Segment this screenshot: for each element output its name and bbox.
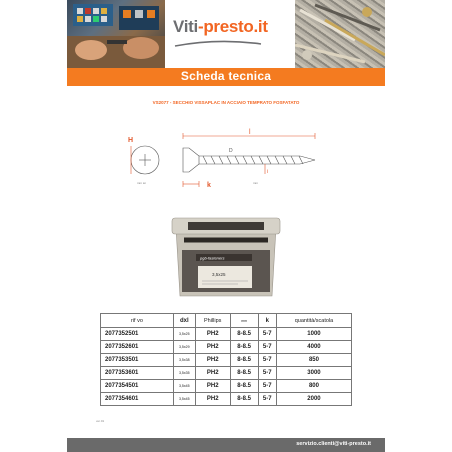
cell-k: 5-7 [258, 354, 276, 367]
tools-photo [67, 0, 165, 68]
cell-rif: 2077354601 [101, 393, 174, 406]
cell-phillips: PH2 [195, 393, 230, 406]
cell-phillips: PH2 [195, 328, 230, 341]
product-table [100, 313, 352, 406]
cell-phillips: PH2 [195, 354, 230, 367]
header [67, 0, 385, 68]
table-header-row [101, 314, 352, 328]
cell-quantity: 850 [276, 354, 351, 367]
product-box-photo [168, 210, 284, 300]
cell-dxl: 3,5x35 [173, 367, 195, 380]
cell-k: 5-7 [258, 341, 276, 354]
footer-bar [67, 438, 385, 452]
table-row [101, 354, 352, 367]
title-banner [67, 68, 385, 86]
table-row [101, 328, 352, 341]
cell-k: 5-7 [258, 367, 276, 380]
cell-dxl: 3,5x29 [173, 341, 195, 354]
cell-rif: 2077353501 [101, 354, 174, 367]
label-i: i [267, 169, 269, 175]
logo-swoosh-icon [173, 40, 263, 48]
col-header-k: k [258, 314, 276, 328]
box-size-label: 3,5x25 [212, 272, 226, 277]
screw-technical-drawing [125, 128, 330, 198]
cell-dxl: 3,5x45 [173, 393, 195, 406]
product-description: VS2077 - SECCHIO VISSAPLAC IN ACCIAIO TEMPRATO FOSFATATO [152, 100, 300, 105]
note-bottom: mm [253, 181, 258, 185]
cell-rif: 2077354501 [101, 380, 174, 393]
cell-quantity: 1000 [276, 328, 351, 341]
logo [165, 0, 295, 68]
col-header-phillips: Phillips [195, 314, 230, 328]
cell-k: 5-7 [258, 328, 276, 341]
cell-mm: 8-8.5 [230, 328, 258, 341]
table-row [101, 341, 352, 354]
cell-quantity: 3000 [276, 367, 351, 380]
cell-k: 5-7 [258, 380, 276, 393]
label-h: H [128, 137, 134, 144]
cell-dxl: 3,5x38 [173, 354, 195, 367]
table-row [101, 393, 352, 406]
cell-k: 5-7 [258, 393, 276, 406]
label-d: D [229, 148, 233, 154]
cell-rif: 2077353601 [101, 367, 174, 380]
col-header-quantity: quantità/scatola [276, 314, 351, 328]
col-header-rif: rif vo [101, 314, 174, 328]
label-l: l [249, 129, 251, 136]
version-note: ver.01 [96, 419, 105, 423]
cell-mm: 8-8.5 [230, 393, 258, 406]
cell-rif: 2077352501 [101, 328, 174, 341]
cell-dxl: 3,5x45 [173, 380, 195, 393]
cell-quantity: 2000 [276, 393, 351, 406]
footer-email[interactable]: servizio.clienti@viti-presto.it [296, 441, 371, 447]
banner-title: Scheda tecnica [180, 69, 272, 83]
col-header-dxl: dxl [173, 314, 195, 328]
cell-phillips: PH2 [195, 367, 230, 380]
cell-phillips: PH2 [195, 380, 230, 393]
cell-mm: 8-8.5 [230, 354, 258, 367]
logo-text-presto: -presto.it [197, 17, 268, 36]
logo-text-viti: Viti [173, 17, 198, 36]
cell-mm: 8-8.5 [230, 380, 258, 393]
cell-rif: 2077352601 [101, 341, 174, 354]
box-lid-label: pgb-fasteners [200, 255, 225, 261]
cell-mm: 8-8.5 [230, 341, 258, 354]
cell-mm: 8-8.5 [230, 367, 258, 380]
note-left: mm sn [137, 181, 146, 185]
table-row [101, 380, 352, 393]
cell-quantity: 4000 [276, 341, 351, 354]
table-row [101, 367, 352, 380]
cell-quantity: 800 [276, 380, 351, 393]
col-header-mm: mm [230, 314, 258, 328]
cell-phillips: PH2 [195, 341, 230, 354]
label-k: k [207, 182, 211, 189]
cell-dxl: 3,5x25 [173, 328, 195, 341]
screws-photo [295, 0, 385, 68]
